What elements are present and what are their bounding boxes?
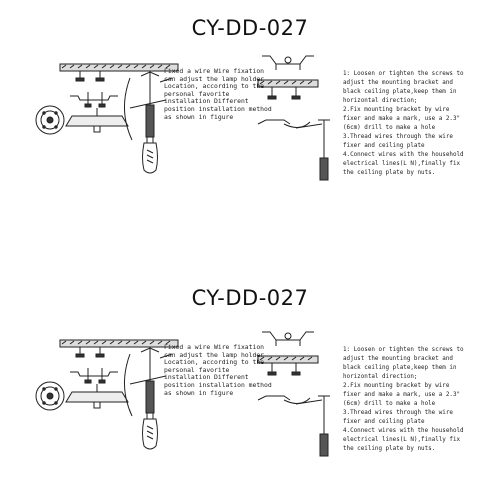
product-model-title: CY-DD-027: [191, 16, 309, 40]
ceiling-screws: [76, 347, 104, 357]
ceiling-slab-left: [60, 340, 178, 347]
step-4: 4.Connect wires with the household electrical lines(L N),finally fix the ceiling plate by nuts.: [343, 428, 464, 452]
mounting-bracket: [70, 368, 118, 383]
ceiling-screws: [76, 71, 104, 81]
ceiling-canopy-disc: [36, 382, 64, 410]
step-2: 2.Fix mounting bracket by wire fixer and make a mark, use a 2.3" (6cm) drill to make a hole: [343, 383, 461, 407]
pendant-assembly: [258, 120, 330, 180]
lamp-bulb: [143, 137, 158, 173]
installation-steps: [343, 70, 465, 178]
product-model-title: CY-DD-027: [191, 286, 309, 310]
lamp-bulb: [143, 413, 158, 449]
step-1: 1: Loosen or tighten the screws to adjust the mounting bracket and black ceiling plate,keep them in horizontal direction;: [343, 71, 464, 104]
instruction-panel-bottom: [0, 250, 500, 500]
installation-steps: [343, 346, 465, 454]
step-3: 3.Thread wires through the wire fixer and ceiling plate: [343, 410, 453, 425]
ceiling-canopy-disc: [36, 106, 64, 134]
ceiling-slab-left: [60, 64, 178, 71]
step-1: 1: Loosen or tighten the screws to adjust the mounting bracket and black ceiling plate,keep them in horizontal direction;: [343, 347, 464, 380]
pendant-assembly: [258, 396, 330, 456]
wire-fixing-note: Fixed a wire Wire fixation can adjust the lamp holder Location, according to the personal favorite installation Different position installation method as shown in figure: [164, 67, 272, 121]
mounting-bracket: [70, 92, 118, 107]
step-4: 4.Connect wires with the household electrical lines(L N),finally fix the ceiling plate by nuts.: [343, 152, 464, 176]
step-3: 3.Thread wires through the wire fixer and ceiling plate: [343, 134, 453, 149]
wire-fixing-note: Fixed a wire Wire fixation can adjust the lamp holder Location, according to the personal favorite installation Different position installation method as shown in figure: [164, 343, 272, 397]
canopy-side-view: [66, 108, 128, 132]
canopy-side-view: [66, 384, 128, 408]
step-2: 2.Fix mounting bracket by wire fixer and make a mark, use a 2.3" (6cm) drill to make a hole: [343, 107, 461, 131]
